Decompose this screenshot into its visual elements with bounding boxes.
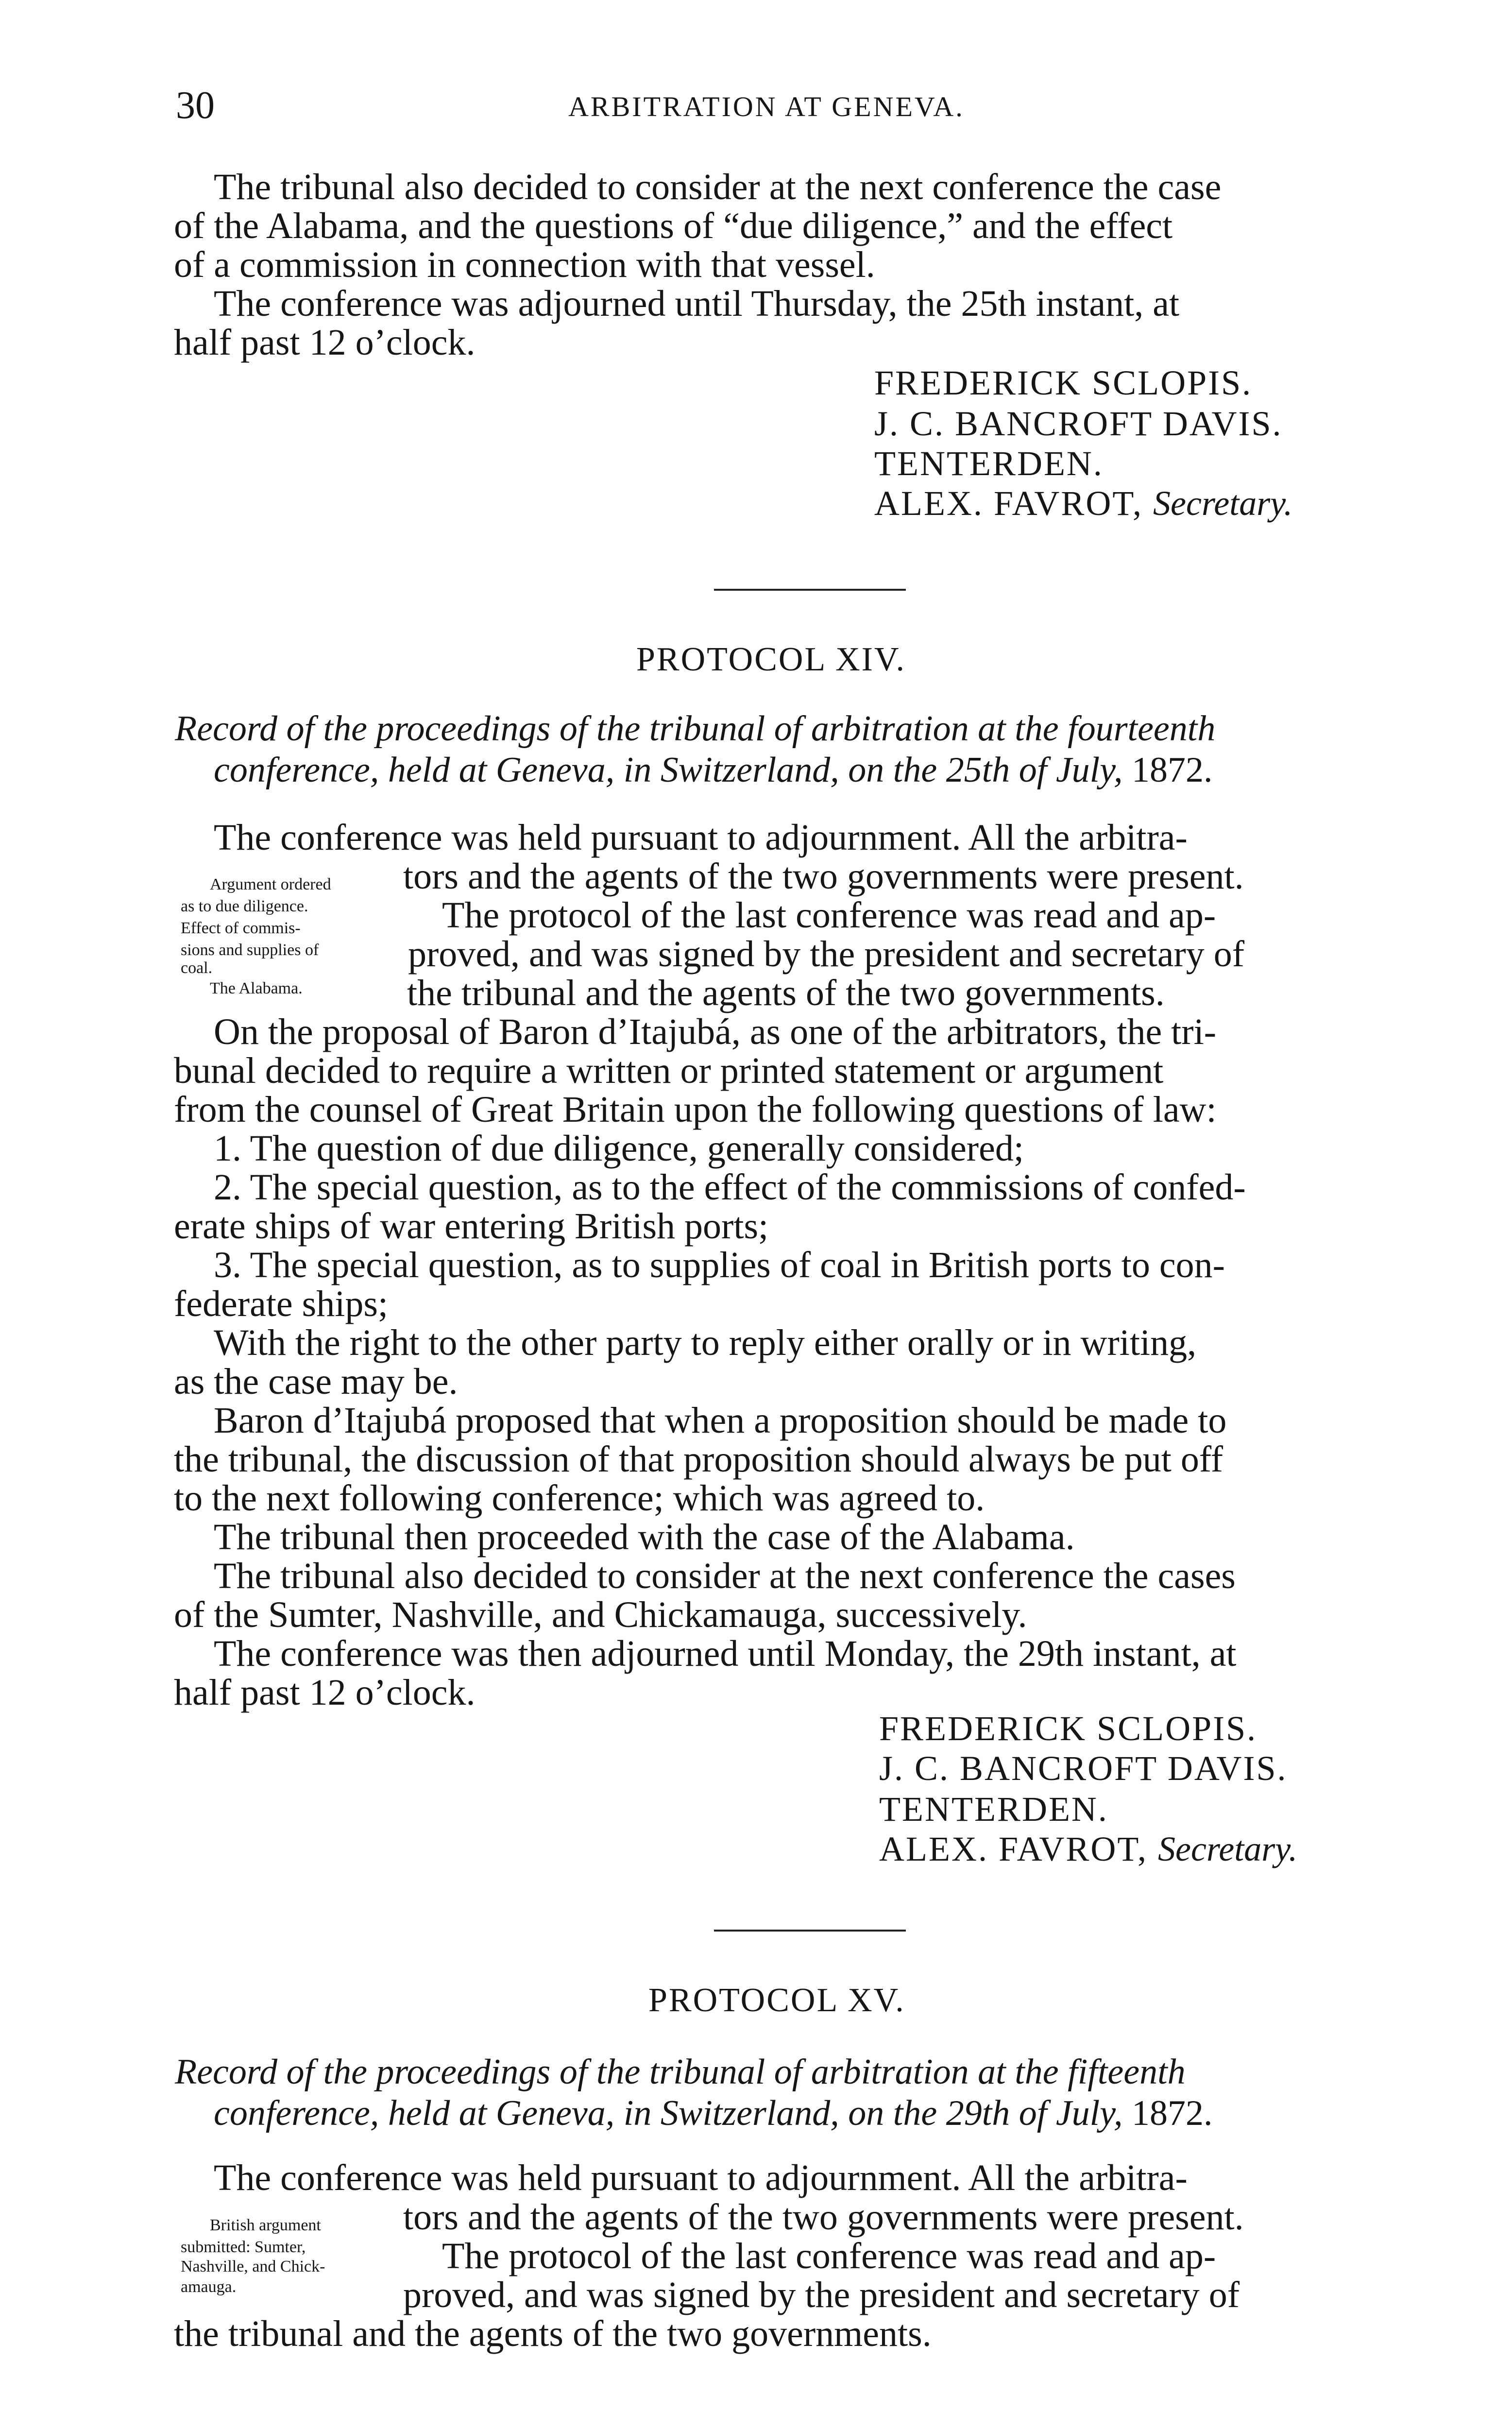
record-heading-line: Record of the proceedings of the tribunal of arbitration at the fourteenth — [175, 709, 1216, 749]
text-line: from the counsel of Great Britain upon the following questions of law: — [174, 1089, 1217, 1130]
section-divider — [714, 589, 906, 591]
signatory-name: TENTERDEN. — [874, 444, 1104, 483]
secretary-label: Secretary. — [1158, 1830, 1298, 1868]
protocol-title: PROTOCOL XIV. — [636, 641, 906, 678]
text-line: federate ships; — [174, 1283, 389, 1324]
text-line: Baron d’Itajubá proposed that when a proposition should be made to — [214, 1400, 1227, 1441]
signatory-line — [879, 1830, 1297, 1868]
record-heading-line — [214, 2094, 1213, 2133]
margin-note-line: amauga. — [181, 2278, 237, 2296]
record-heading-text: conference, held at Geneva, in Switzerland, on the 25th of July, — [214, 750, 1123, 790]
margin-note-line: submitted: Sumter, — [181, 2238, 306, 2256]
signatory-name: ALEX. FAVROT, — [874, 484, 1143, 523]
page-number: 30 — [176, 84, 215, 127]
text-line: The tribunal then proceeded with the case of the Alabama. — [214, 1517, 1075, 1557]
margin-note-line: Effect of commis- — [181, 919, 301, 937]
signatory-name: FREDERICK SCLOPIS. — [879, 1709, 1257, 1748]
text-line: tors and the agents of the two governments were present. — [403, 856, 1244, 897]
record-heading-line: Record of the proceedings of the tribunal of arbitration at the fifteenth — [175, 2052, 1186, 2092]
text-line: The conference was adjourned until Thursday, the 25th instant, at — [214, 283, 1180, 324]
text-line: The tribunal also decided to consider at the next conference the case — [214, 167, 1222, 207]
section-divider — [714, 1930, 906, 1932]
signatory-line — [874, 484, 1292, 523]
margin-note-line: as to due diligence. — [181, 897, 308, 915]
signatory-name: J. C. BANCROFT DAVIS. — [874, 404, 1283, 443]
protocol-title: PROTOCOL XV. — [648, 1982, 905, 2019]
signatory-name: TENTERDEN. — [879, 1790, 1108, 1829]
secretary-label: Secretary. — [1153, 484, 1293, 523]
text-line: the tribunal, the discussion of that proposition should always be put off — [174, 1439, 1223, 1480]
record-heading-text: conference, held at Geneva, in Switzerland, on the 29th of July, — [214, 2093, 1123, 2133]
text-line: The conference was held pursuant to adjournment. All the arbitra- — [214, 817, 1188, 858]
signatory-name: FREDERICK SCLOPIS. — [874, 363, 1253, 402]
text-line: erate ships of war entering British ports; — [174, 1206, 769, 1247]
text-line: bunal decided to require a written or printed statement or argument — [174, 1050, 1164, 1091]
text-line: On the proposal of Baron d’Itajubá, as one of the arbitrators, the tri- — [214, 1011, 1217, 1052]
text-line: half past 12 o’clock. — [174, 1672, 476, 1713]
margin-note-line: British argument — [210, 2216, 321, 2234]
margin-note-line: Nashville, and Chick- — [181, 2258, 325, 2275]
signatory-name: ALEX. FAVROT, — [879, 1830, 1148, 1868]
text-line: to the next following conference; which was agreed to. — [174, 1478, 985, 1519]
text-line: half past 12 o’clock. — [174, 322, 476, 363]
text-line: The protocol of the last conference was read and ap- — [442, 895, 1216, 936]
text-line: tors and the agents of the two governments were present. — [403, 2197, 1244, 2238]
text-line: The tribunal also decided to consider at the next conference the cases — [214, 1556, 1236, 1596]
record-year: 1872. — [1132, 750, 1213, 790]
text-line: proved, and was signed by the president and secretary of — [403, 2275, 1240, 2315]
text-line: the tribunal and the agents of the two governments. — [407, 973, 1165, 1013]
margin-note-line: Argument ordered — [210, 875, 331, 893]
record-year: 1872. — [1132, 2093, 1213, 2133]
text-line: the tribunal and the agents of the two governments. — [174, 2313, 932, 2354]
text-line: The conference was then adjourned until Monday, the 29th instant, at — [214, 1633, 1237, 1674]
text-line: as the case may be. — [174, 1361, 458, 1402]
signatory-name: J. C. BANCROFT DAVIS. — [879, 1749, 1288, 1788]
text-line: of the Sumter, Nashville, and Chickamauga, successively. — [174, 1594, 1027, 1635]
margin-note-line: The Alabama. — [210, 979, 303, 997]
text-line: of the Alabama, and the questions of “due diligence,” and the effect — [174, 205, 1173, 246]
text-line: 2. The special question, as to the effect of the commissions of confed- — [214, 1167, 1246, 1208]
margin-note-line: sions and supplies of — [181, 941, 319, 959]
text-line: 1. The question of due diligence, generally considered; — [214, 1128, 1024, 1169]
text-line: The protocol of the last conference was read and ap- — [442, 2236, 1216, 2276]
margin-note-line: coal. — [181, 959, 213, 977]
text-line: 3. The special question, as to supplies of coal in British ports to con- — [214, 1245, 1225, 1285]
text-line: The conference was held pursuant to adjournment. All the arbitra- — [214, 2157, 1188, 2198]
text-line: of a commission in connection with that vessel. — [174, 244, 875, 285]
text-line: With the right to the other party to reply either orally or in writing, — [214, 1322, 1197, 1363]
text-line: proved, and was signed by the president and secretary of — [408, 934, 1245, 975]
record-heading-line — [214, 751, 1213, 789]
running-title: ARBITRATION AT GENEVA. — [568, 91, 965, 122]
